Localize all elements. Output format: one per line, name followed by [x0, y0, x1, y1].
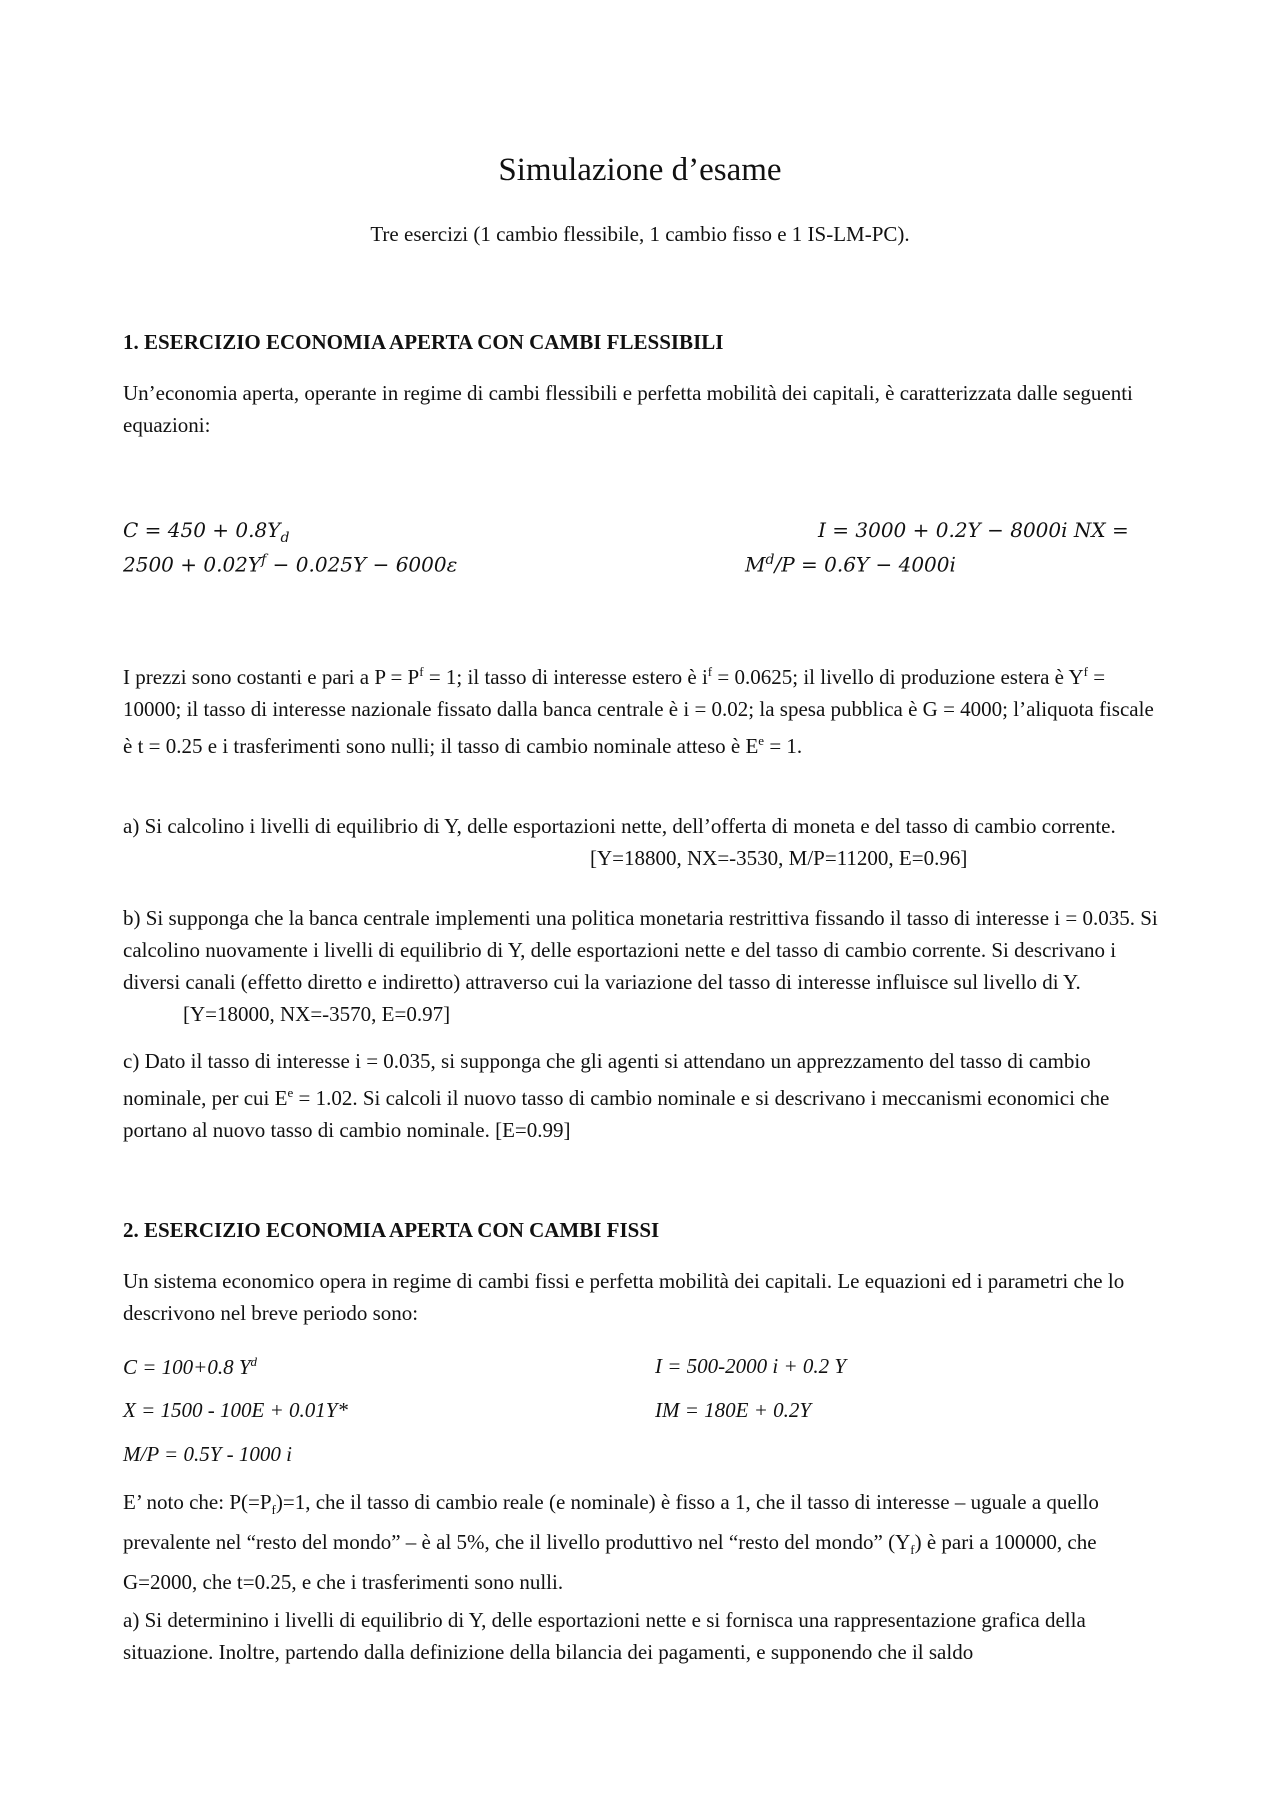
eq2-exports: X = 1500 - 100E + 0.01Y*: [123, 1398, 348, 1422]
exercise-2-notes: E’ noto che: $P(=P_f)=1$, che il tasso di cambio reale (e nominale) è fisso a 1, che il tasso di interesse – uguale a quello prevalente nel “resto del mondo” – è al 5%, che il livello produttivo nel “resto del mondo” $(Y_f)$ è pari a 100000, che G=2000, che t=0.25, e che i trasferimenti sono nulli.: [123, 1490, 1099, 1595]
exercise-1-question-a: a) Si calcolino i livelli di equilibrio di Y, delle esportazioni nette, dell’offerta di moneta e del tasso di cambio corrente.: [123, 814, 1116, 838]
eq2-money-market: M/P = 0.5Y - 1000 i: [123, 1442, 292, 1466]
exercise-1-question-b: b) Si supponga che la banca centrale implementi una politica monetaria restrittiva fissando il tasso di interesse i = 0.035. Si calcolino nuovamente i livelli di equilibrio di Y, delle esportazioni nette e del tasso di cambio corrente. Si descrivano i diversi canali (effetto diretto e indiretto) attraverso cui la variazione del tasso di interesse influisce sul livello di Y. [Y=18000, NX=-3570, E=0.97]: [123, 906, 1158, 1026]
eq-money-demand: $M^d/P = 0.6Y - 4000i$: [745, 552, 956, 577]
exercise-1-answer-a: [Y=18800, NX=-3530, M/P=11200, E=0.96]: [590, 846, 968, 870]
eq-net-exports: $2500 + 0.02Y^f - 0.025Y - 6000\varepsilon$: [123, 552, 458, 577]
exercise-2-heading: 2. ESERCIZIO ECONOMIA APERTA CON CAMBI FISSI: [123, 1218, 660, 1242]
page-subtitle: Tre esercizi (1 cambio flessibile, 1 cambio fisso e 1 IS-LM-PC).: [370, 222, 910, 246]
exercise-1-answer-b: [Y=18000, NX=-3570, E=0.97]: [183, 1002, 451, 1026]
exercise-2-question-a: a) Si determinino i livelli di equilibrio di Y, delle esportazioni nette e si fornisca una rappresentazione grafica della situazione. Inoltre, partendo dalla definizione della bilancia dei pagamenti, e supponendo che il saldo: [123, 1608, 1086, 1664]
eq2-consumption: C = 100+0.8 $Y^d$: [123, 1354, 258, 1379]
eq-investment-nx: I = 3000 + 0.2Y − 8000i NX =: [818, 518, 1129, 542]
page-title: Simulazione d’esame: [498, 152, 782, 188]
exercise-2-intro: Un sistema economico opera in regime di cambi fissi e perfetta mobilità dei capitali. Le equazioni ed i parametri che lo descrivono nel breve periodo sono:: [123, 1269, 1125, 1325]
exercise-1-question-c: c) Dato il tasso di interesse i = 0.035, si supponga che gli agenti si attendano un apprezzamento del tasso di cambio nominale, per cui $E^e = 1.02$. Si calcoli il nuovo tasso di cambio nominale e si descrivano i meccanismi economici che portano al nuovo tasso di cambio nominale. [E=0.99]: [123, 1049, 1110, 1142]
exercise-1-heading: 1. ESERCIZIO ECONOMIA APERTA CON CAMBI FLESSIBILI: [123, 330, 724, 354]
exercise-1-intro: Un’economia aperta, operante in regime di cambi flessibili e perfetta mobilità dei capitali, è caratterizzata dalle seguenti equazioni:: [123, 381, 1133, 437]
exercise-1-answer-c: [E=0.99]: [495, 1118, 571, 1142]
exercise-1-parameters: I prezzi sono costanti e pari a $P = P^f = 1$; il tasso di interesse estero è $i^f = 0.0625$; il livello di produzione estera è $Y^f = 10000$; il tasso di interesse nazionale fissato dalla banca centrale è i = 0.02; la spesa pubblica è G = 4000; l’aliquota fiscale è t = 0.25 e i trasferimenti sono nulli; il tasso di cambio nominale atteso è $E^e = 1$.: [123, 664, 1154, 758]
eq2-investment: I = 500-2000 i + 0.2 Y: [655, 1354, 847, 1378]
eq-consumption: $C = 450 + 0.8Y_d$: [123, 518, 290, 546]
eq2-imports: IM = 180E + 0.2Y: [655, 1398, 812, 1422]
